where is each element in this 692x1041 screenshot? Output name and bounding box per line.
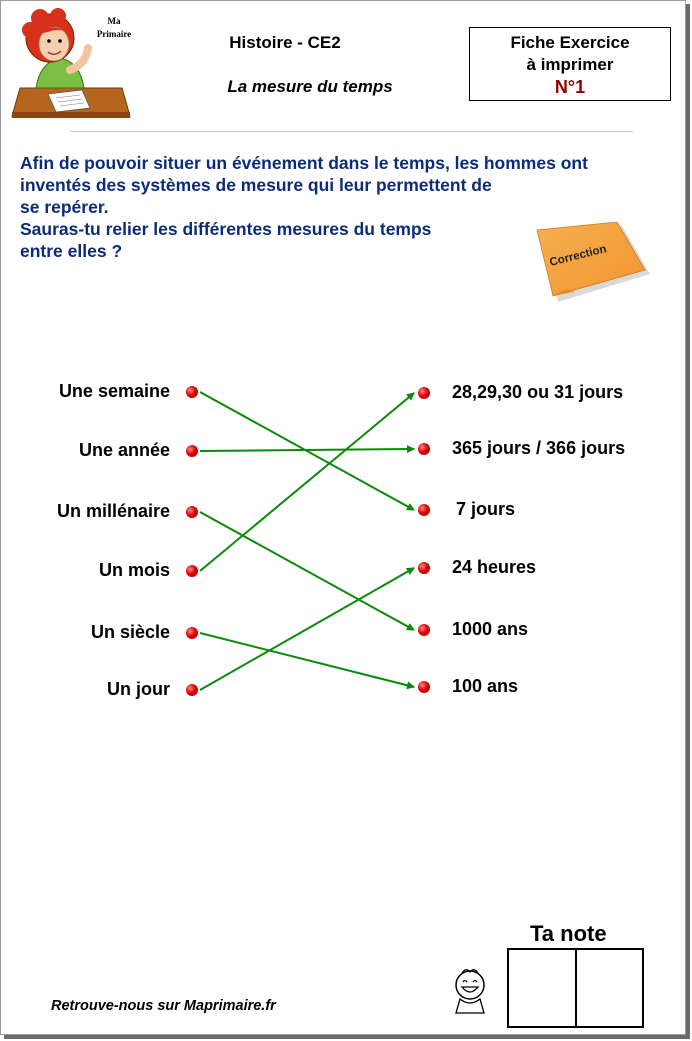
matching-lines bbox=[0, 360, 692, 720]
match-line bbox=[200, 449, 414, 451]
right-item-label: 1000 ans bbox=[452, 619, 529, 639]
right-item-label: 100 ans bbox=[452, 676, 519, 696]
fiche-number: N°1 bbox=[554, 77, 586, 97]
instructions-line: Afin de pouvoir situer un événement dans le temps, les hommes ont bbox=[20, 153, 588, 173]
right-item-dot[interactable] bbox=[418, 562, 430, 574]
logo-text-line2: Primaire bbox=[96, 29, 132, 39]
match-line bbox=[200, 512, 414, 630]
instructions-line: Sauras-tu relier les différentes mesures du temps bbox=[20, 219, 432, 239]
topic-title: La mesure du temps bbox=[227, 77, 393, 96]
grade-cell-total[interactable] bbox=[575, 950, 643, 1026]
instructions-line: se repérer. bbox=[20, 197, 109, 217]
match-line bbox=[200, 393, 414, 571]
right-item-label: 28,29,30 ou 31 jours bbox=[452, 382, 624, 402]
right-item-dot[interactable] bbox=[418, 387, 430, 399]
header-divider bbox=[70, 131, 633, 132]
left-item-dot[interactable] bbox=[186, 565, 198, 577]
grade-cell-score[interactable] bbox=[509, 950, 575, 1026]
subject-title: Histoire - CE2 bbox=[229, 33, 341, 52]
smiley-icon bbox=[446, 965, 494, 1015]
maprimaire-logo bbox=[10, 8, 142, 118]
left-item-dot[interactable] bbox=[186, 445, 198, 457]
instructions-line: inventés des systèmes de mesure qui leur permettent de bbox=[20, 175, 492, 195]
logo-text-line1: Ma bbox=[107, 16, 121, 26]
right-item-label: 365 jours / 366 jours bbox=[452, 438, 626, 458]
correction-sticky-note[interactable] bbox=[535, 222, 655, 302]
instructions-line: entre elles ? bbox=[20, 241, 123, 261]
left-item-dot[interactable] bbox=[186, 386, 198, 398]
left-item-label: Un mois bbox=[98, 560, 170, 580]
right-item-label: 7 jours bbox=[456, 499, 516, 519]
grade-label: Ta note bbox=[530, 921, 607, 946]
left-item-label: Un jour bbox=[107, 679, 170, 699]
match-line bbox=[200, 633, 414, 687]
right-item-dot[interactable] bbox=[418, 624, 430, 636]
left-item-label: Un millénaire bbox=[56, 501, 170, 521]
right-item-dot[interactable] bbox=[418, 681, 430, 693]
footer-text: Retrouve-nous sur Maprimaire.fr bbox=[51, 998, 276, 1014]
left-item-label: Une année bbox=[78, 440, 170, 460]
fiche-box bbox=[469, 27, 671, 101]
fiche-line1: Fiche Exercice bbox=[510, 33, 630, 52]
fiche-line2: à imprimer bbox=[526, 55, 614, 74]
left-item-label: Une semaine bbox=[58, 381, 170, 401]
left-item-dot[interactable] bbox=[186, 627, 198, 639]
grade-box bbox=[507, 948, 644, 1028]
left-item-dot[interactable] bbox=[186, 506, 198, 518]
matching-exercise bbox=[0, 360, 692, 720]
right-item-label: 24 heures bbox=[452, 557, 537, 577]
right-item-dot[interactable] bbox=[418, 443, 430, 455]
left-item-dot[interactable] bbox=[186, 684, 198, 696]
correction-label: Correction bbox=[548, 243, 608, 269]
right-item-dot[interactable] bbox=[418, 504, 430, 516]
left-item-label: Un siècle bbox=[90, 622, 170, 642]
match-line bbox=[200, 568, 414, 690]
